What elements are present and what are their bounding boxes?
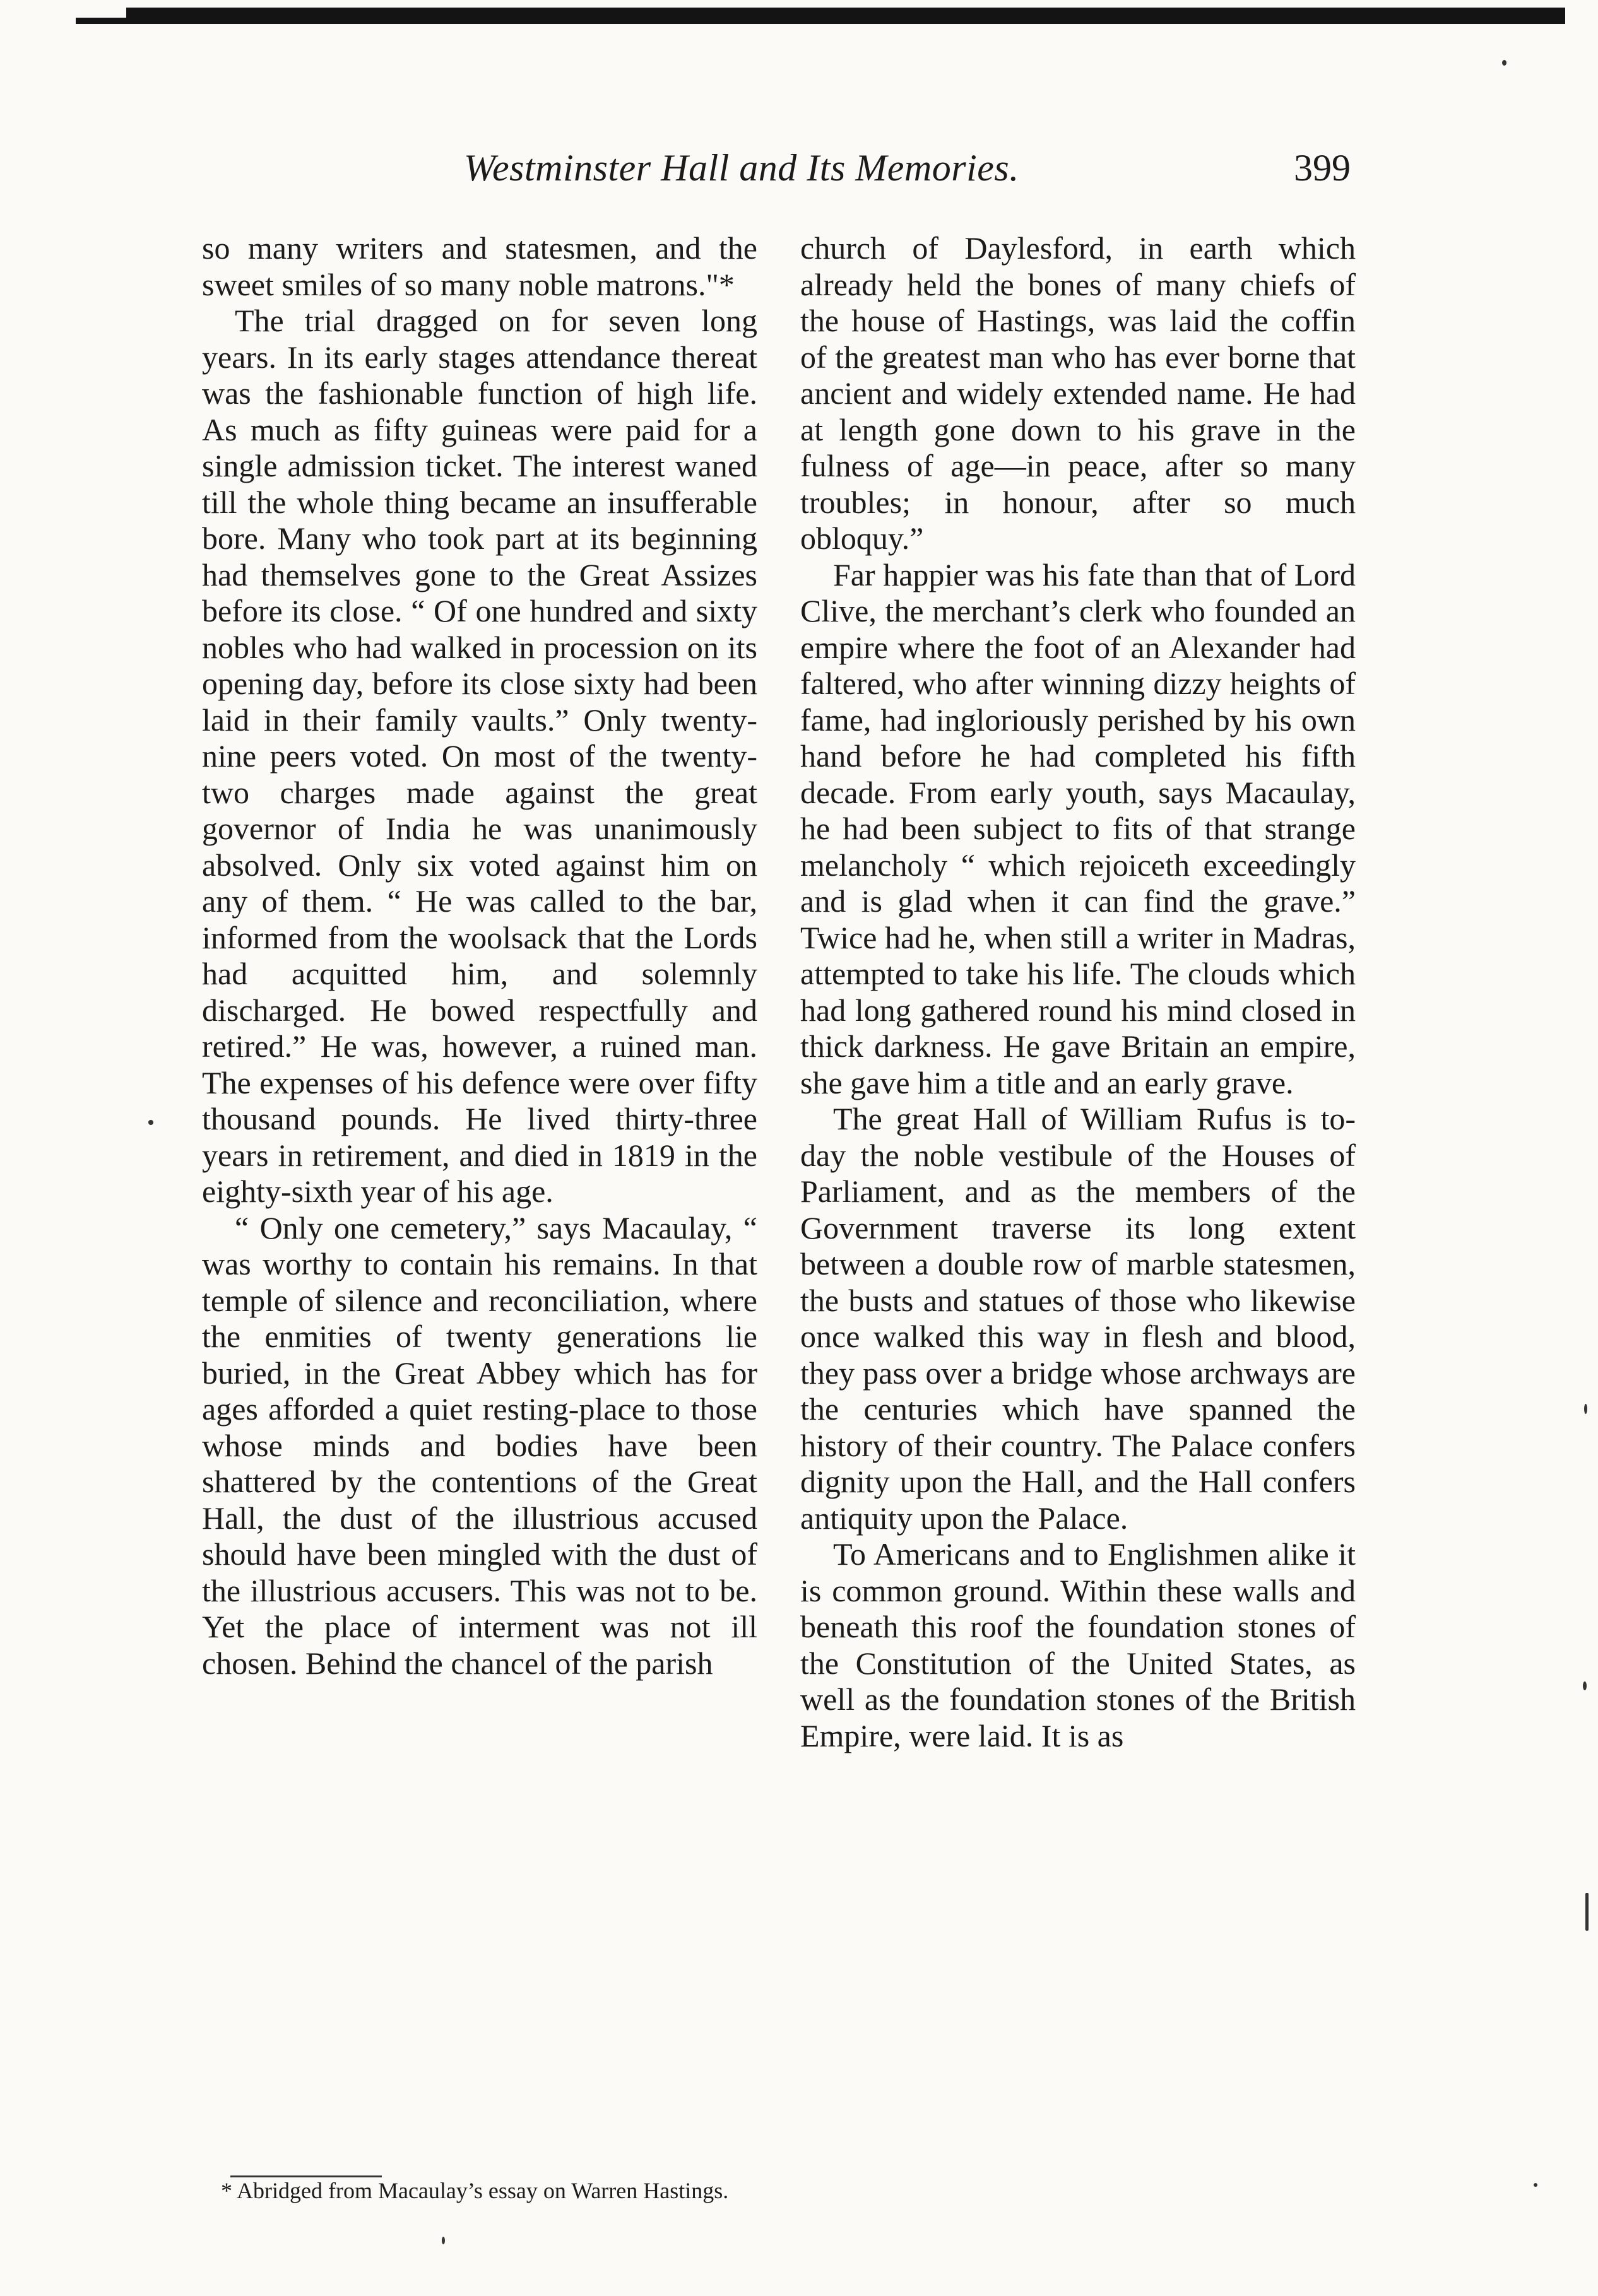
top-border-rule bbox=[126, 8, 1565, 24]
left-column bbox=[202, 230, 757, 1681]
scan-speck bbox=[442, 2237, 445, 2244]
paragraph: so many writers and statesmen, and the sweet smiles of so many noble matrons."* bbox=[202, 230, 757, 302]
scan-speck bbox=[1502, 60, 1506, 66]
paragraph: Far happier was his fate than that of Lord Clive, the merchant’s clerk who founded an empire where the foot of an Alexander had faltered, who after winning dizzy heights of fame, had ingloriously perished by his own hand before he had completed his fifth decade. From early youth, says Macaulay, he had been subject to fits of that strange melancholy “ which rejoiceth exceedingly and is glad when it can find the grave.” Twice had he, when still a writer in Madras, attempted to take his life. The clouds which had long gathered round his mind closed in thick darkness. He gave Britain an empire, she gave him a title and an early grave. bbox=[800, 556, 1356, 1100]
scan-speck bbox=[148, 1120, 153, 1125]
paragraph: To Americans and to Englishmen alike it is common ground. Within these walls and beneath this roof the foundation stones of the Constitution of the United States, as well as the foundation stones of the British Empire, were laid. It is as bbox=[800, 1536, 1356, 1753]
page-number: 399 bbox=[1294, 147, 1351, 189]
scan-speck bbox=[1534, 2183, 1537, 2187]
scan-speck bbox=[1583, 1681, 1587, 1690]
footnote: * Abridged from Macaulay’s essay on Warren Hastings. bbox=[221, 2178, 729, 2203]
top-border-rule-left bbox=[76, 18, 164, 24]
paragraph: The great Hall of William Rufus is to-day the noble vestibule of the Houses of Parliament, and as the members of the Government traverse its long extent between a double row of marble statesmen, the busts and statues of those who likewise once walked this way in flesh and blood, they pass over a bridge whose archways are the centuries which have spanned the history of their country. The Palace confers dignity upon the Hall, and the Hall confers antiquity upon the Palace. bbox=[800, 1101, 1356, 1536]
paragraph: “ Only one cemetery,” says Macaulay, “ was worthy to contain his remains. In that temple of silence and reconciliation, where the enmities of twenty generations lie buried, in the Great Abbey which has for ages afforded a quiet resting-place to those whose minds and bodies have been shattered by the contentions of the Great Hall, the dust of the illustrious accused should have been mingled with the dust of the illustrious accusers. This was not to be. Yet the place of interment was not ill chosen. Behind the chancel of the parish bbox=[202, 1210, 757, 1681]
paragraph: The trial dragged on for seven long years. In its early stages attendance thereat was the fashionable function of high life. As much as fifty guineas were paid for a single admission ticket. The interest waned till the whole thing became an insufferable bore. Many who took part at its beginning had themselves gone to the Great Assizes before its close. “ Of one hundred and sixty nobles who had walked in procession on its opening day, before its close sixty had been laid in their family vaults.” Only twenty-nine peers voted. On most of the twenty-two charges made against the great governor of India he was unanimously absolved. Only six voted against him on any of them. “ He was called to the bar, informed from the woolsack that the Lords had acquitted him, and solemnly discharged. He bowed respectfully and retired.” He was, however, a ruined man. The expenses of his defence were over fifty thousand pounds. He lived thirty-three years in retirement, and died in 1819 in the eighty-sixth year of his age. bbox=[202, 303, 757, 1209]
paragraph: church of Daylesford, in earth which already held the bones of many chiefs of the house of Hastings, was laid the coffin of the greatest man who has ever borne that ancient and widely extended name. He had at length gone down to his grave in the fulness of age—in peace, after so many troubles; in honour, after so much obloquy.” bbox=[800, 230, 1356, 556]
running-title: Westminster Hall and Its Memories. bbox=[464, 147, 1019, 189]
right-column bbox=[800, 230, 1356, 1754]
scan-speck bbox=[1584, 1404, 1587, 1414]
scan-speck bbox=[1585, 1893, 1589, 1931]
